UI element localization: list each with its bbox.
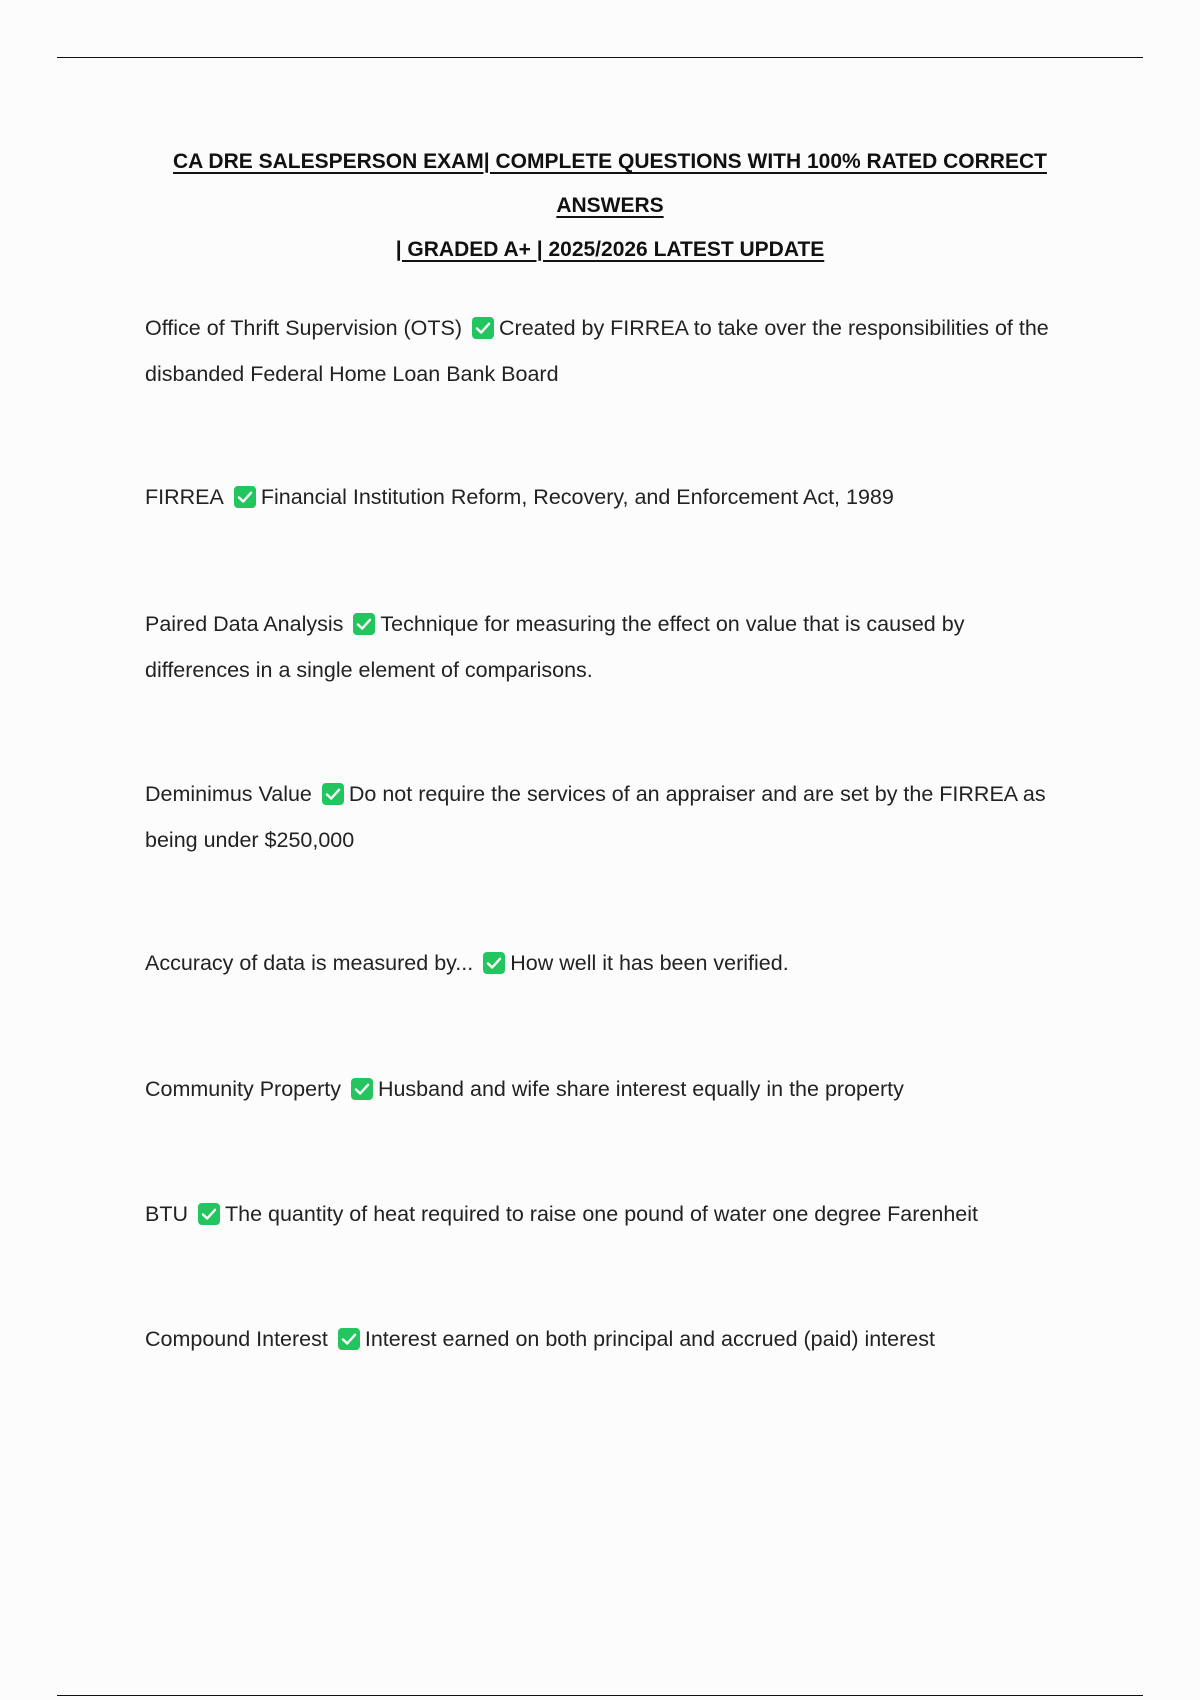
entry-definition: Financial Institution Reform, Recovery, and Enforcement Act, 1989 [260,485,894,509]
entry-definition: How well it has been verified. [510,951,789,975]
bottom-rule [57,1695,1143,1696]
entry-definition: Created by FIRREA to take over the responsibilities of the disbanded Federal Home Loan Bank Board [145,316,1049,386]
entry-term: Deminimus Value [145,782,312,806]
top-rule [57,57,1143,58]
entry-definition: Technique for measuring the effect on value that is caused by differences in a single element of comparisons. [145,612,965,682]
qa-entry [145,601,1075,693]
check-icon [322,783,344,805]
check-icon [353,613,375,635]
entry-term: Office of Thrift Supervision (OTS) [145,316,463,340]
title-line-1: CA DRE SALESPERSON EXAM| COMPLETE QUESTIONS WITH 100% RATED CORRECT ANSWERS [173,150,1047,217]
qa-entry [145,940,1075,986]
qa-entry [145,305,1075,397]
entry-term: Paired Data Analysis [145,612,344,636]
check-icon [338,1328,360,1350]
entry-definition: Husband and wife share interest equally in the property [377,1077,904,1101]
document-title [140,140,1080,272]
title-line-2: | GRADED A+ | 2025/2026 LATEST UPDATE [395,238,825,261]
check-icon [198,1203,220,1225]
entry-term: Compound Interest [145,1327,328,1351]
check-icon [472,317,494,339]
check-icon [483,952,505,974]
entry-term: FIRREA [145,485,224,509]
entry-definition: The quantity of heat required to raise one pound of water one degree Farenheit [225,1202,979,1226]
entry-term: Community Property [145,1077,341,1101]
qa-entry [145,1316,1075,1362]
check-icon [234,486,256,508]
qa-entry [145,1066,1075,1112]
entry-definition: Interest earned on both principal and accrued (paid) interest [364,1327,935,1351]
qa-entry [145,771,1075,863]
entry-term: BTU [145,1202,188,1226]
qa-entry [145,474,1075,520]
check-icon [351,1078,373,1100]
entry-term: Accuracy of data is measured by... [145,951,474,975]
qa-entry [145,1191,1075,1237]
entry-definition: Do not require the services of an appraiser and are set by the FIRREA as being under $250,000 [145,782,1046,852]
